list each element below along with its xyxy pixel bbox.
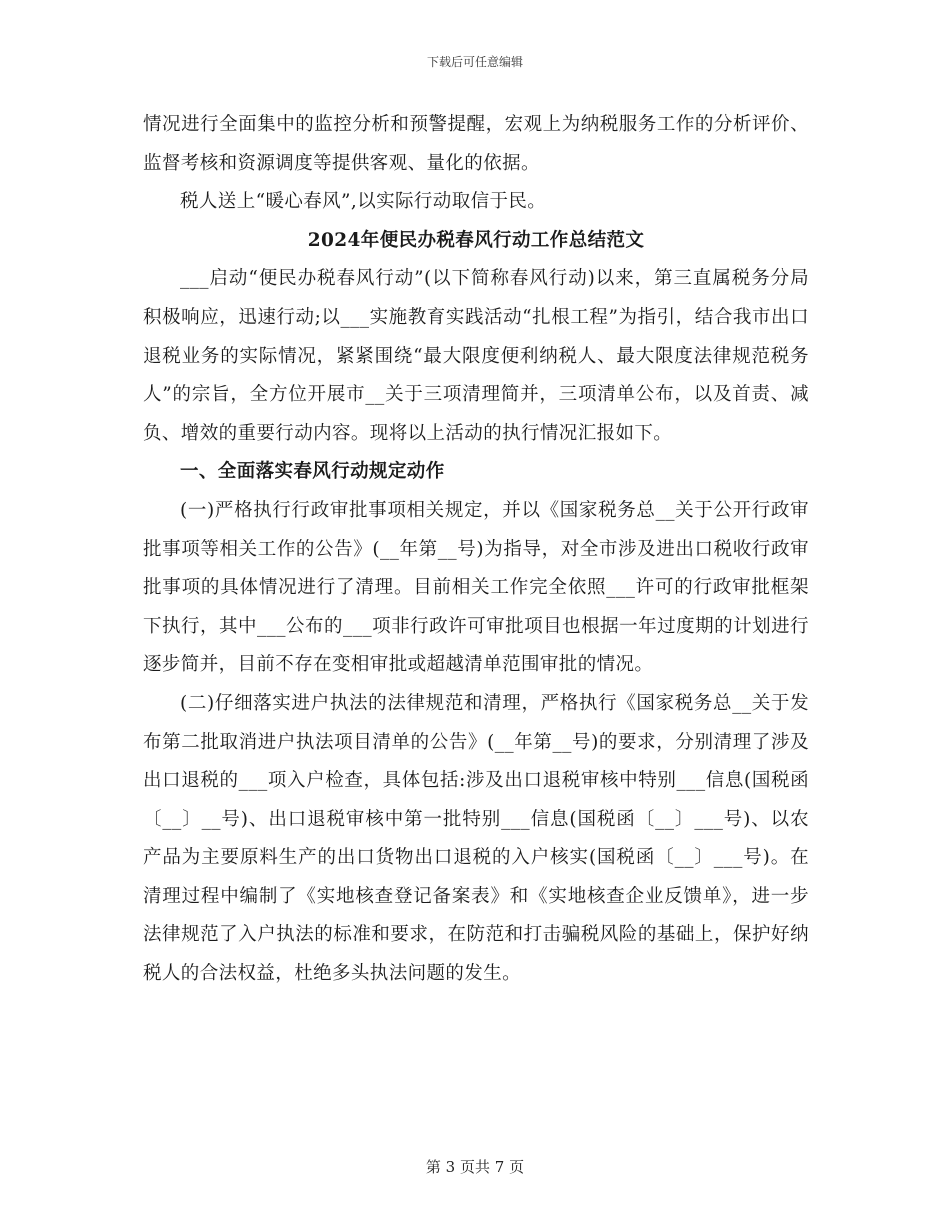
paragraph-3: ___启动“便民办税春风行动”(以下简称春风行动)以来，第三直属税务分局积极响应，迅速行动;以___实施教育实践活动“扎根工程”为指引，结合我市出口退税业务的实际情况，紧紧围绕“最大限度便利纳税人、最大限度法律规范税务人”的宗旨，全方位开展市__关于三项清理简并，三项清单公布，以及首责、减负、增效的重要行动内容。现将以上活动的执行情况汇报如下。 [143,268,809,444]
section-heading-1: 一、全面落实春风行动规定动作 [180,461,445,483]
document-title: 2024年便民办税春风行动工作总结范文 [307,229,645,251]
document-body [143,106,809,994]
paragraph-1: 情况进行全面集中的监控分析和预警提醒，宏观上为纳税服务工作的分析评价、监督考核和资源调度等提供客观、量化的依据。 [143,114,809,174]
page-header-note: 下载后可任意编辑 [426,55,523,69]
paragraph-5: (二)仔细落实进户执法的法律规范和清理，严格执行《国家税务总__关于发布第二批取消进户执法项目清单的公告》(__年第__号)的要求，分别清理了涉及出口退税的___项入户检查，具体包括:涉及出口退税审核中特别___信息(国税函〔__〕__号)、出口退税审核中第一批特别___信息(国税函〔__〕___号)、以农产品为主要原料生产的出口货物出口退税的入户核实(国税函〔__〕___号)。在清理过程中编制了《实地核查登记备案表》和《实地核查企业反馈单》，进一步法律规范了入户执法的标准和要求，在防范和打击骗税风险的基础上，保护好纳税人的合法权益，杜绝多头执法问题的发生。 [143,692,809,985]
paragraph-4: (一)严格执行行政审批事项相关规定，并以《国家税务总__关于公开行政审批事项等相关工作的公告》(__年第__号)为指导，对全市涉及进出口税收行政审批事项的具体情况进行了清理。目前相关工作完全依照___许可的行政审批框架下执行，其中___公布的___项非行政许可审批项目也根据一年过度期的计划进行逐步简并，目前不存在变相审批或超越清单范围审批的情况。 [143,499,809,676]
paragraph-2: 税人送上“暖心春风”,以实际行动取信于民。 [180,191,547,213]
page-footer-number: 第 3 页共 7 页 [425,1158,525,1176]
